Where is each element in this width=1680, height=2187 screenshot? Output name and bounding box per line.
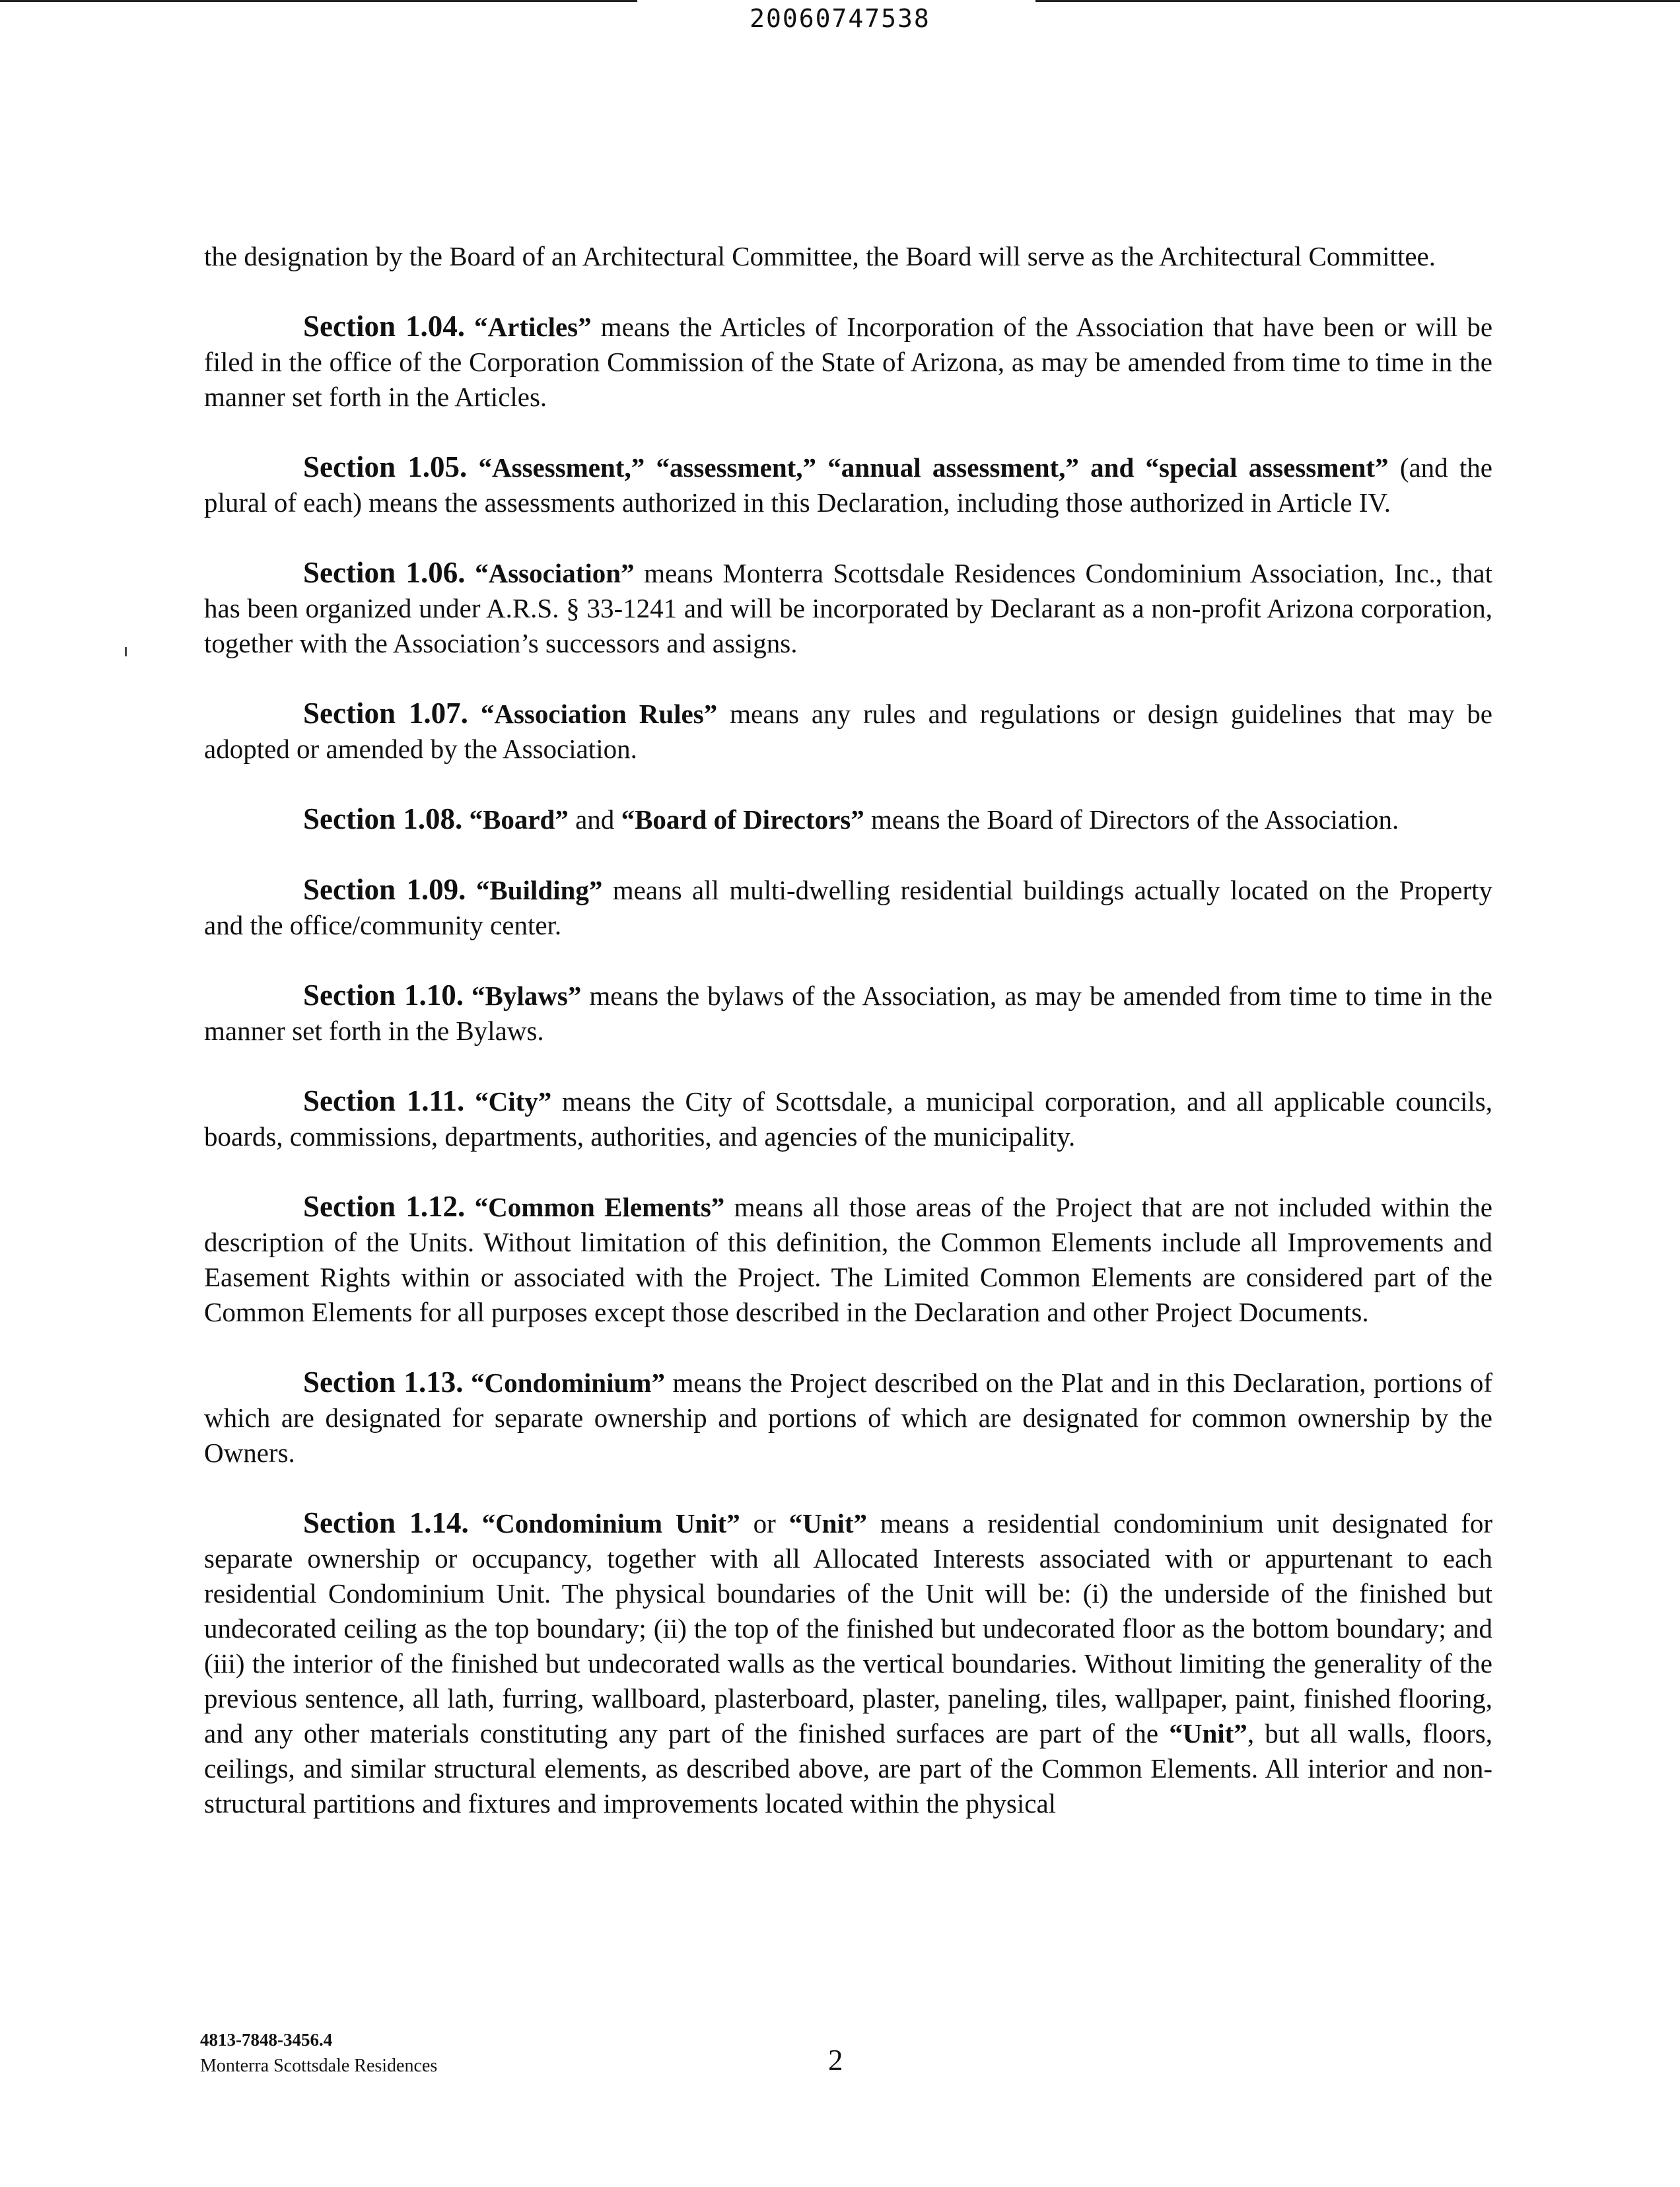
defined-term: “Association” [475, 558, 635, 588]
section-text: (and the plural of each) means the assessments authorized in this Declaration, including those authorized in Article IV. [204, 452, 1493, 518]
header-rule-left [0, 0, 637, 2]
scan-mark [125, 647, 127, 656]
header-rule-right [1035, 0, 1680, 2]
connector-word: or [753, 1508, 776, 1539]
defined-term: “Condominium” [471, 1368, 665, 1398]
defined-term: “Articles” [474, 312, 592, 342]
section-number: Section 1.05. [303, 450, 468, 483]
section-1-05 [204, 450, 1492, 520]
section-text: means the bylaws of the Association, as may be amended from time to time in the manner set forth in the Bylaws. [204, 981, 1492, 1046]
section-number: Section 1.14. [303, 1506, 469, 1539]
section-1-09 [204, 872, 1492, 943]
section-number: Section 1.12. [303, 1190, 466, 1223]
section-1-08 [204, 802, 1492, 837]
document-body [204, 239, 1492, 1856]
defined-term: “Board” [469, 804, 569, 835]
defined-term-2: “Unit” [788, 1508, 868, 1539]
section-text: means all multi-dwelling residential buildings actually located on the Property and the office/community center. [204, 875, 1493, 940]
section-text-2: , but all walls, floors, ceilings, and similar structural elements, as described above, are part of the Common Elements. All interior and non-structural partitions and fixtures and improvements located within the physical [204, 1718, 1492, 1819]
section-number: Section 1.04. [303, 310, 466, 343]
defined-term-3: “Unit” [1169, 1718, 1247, 1749]
section-number: Section 1.09. [303, 873, 466, 906]
section-1-12 [204, 1189, 1492, 1330]
defined-term-2: “Board of Directors” [621, 804, 864, 835]
defined-term: “City” [475, 1086, 552, 1117]
connector-word: and [575, 804, 615, 835]
intro-paragraph: the designation by the Board of an Architectural Committee, the Board will serve as the Architectural Committee. [204, 241, 1436, 271]
page-number: 2 [828, 2044, 843, 2077]
section-text: means the Project described on the Plat and in this Declaration, portions of which are designated for separate ownership and portions of which are designated for common ownership by the Owners. [204, 1368, 1493, 1468]
defined-term: “Assessment,” “assessment,” “annual assessment,” and “special assessment” [478, 452, 1389, 483]
section-1-11 [204, 1084, 1492, 1154]
footer-document-ref: 4813-7848-3456.4 [200, 2030, 333, 2050]
section-number: Section 1.13. [303, 1366, 464, 1399]
defined-term: “Condominium Unit” [481, 1508, 740, 1539]
section-number: Section 1.07. [303, 697, 468, 730]
section-text: means the Board of Directors of the Association. [870, 804, 1399, 835]
section-text: means Monterra Scottsdale Residences Condominium Association, Inc., that has been organized under A.R.S. § 33-1241 and will be incorporated by Declarant as a non-profit Arizona corporation, together with the Association’s successors and assigns. [204, 558, 1493, 658]
defined-term: “Building” [475, 875, 603, 905]
section-text: means the City of Scottsdale, a municipal corporation, and all applicable councils, boards, commissions, departments, authorities, and agencies of the municipality. [204, 1086, 1493, 1152]
section-1-04 [204, 309, 1492, 415]
section-text: means the Articles of Incorporation of the Association that have been or will be filed in the office of the Corporation Commission of the State of Arizona, as may be amended from time to time in the manner set forth in the Articles. [204, 312, 1493, 412]
section-1-13 [204, 1365, 1492, 1471]
section-text: means any rules and regulations or design guidelines that may be adopted or amended by the Association. [204, 699, 1492, 764]
section-1-14 [204, 1506, 1492, 1821]
section-number: Section 1.11. [303, 1084, 465, 1117]
section-1-10 [204, 978, 1492, 1049]
document-number: 20060747538 [750, 4, 930, 33]
footer-document-name: Monterra Scottsdale Residences [200, 2056, 438, 2076]
defined-term: “Bylaws” [472, 981, 582, 1011]
section-number: Section 1.08. [303, 802, 463, 835]
defined-term: “Association Rules” [480, 699, 718, 729]
defined-term: “Common Elements” [474, 1192, 725, 1222]
section-number: Section 1.06. [303, 556, 466, 589]
section-text: means a residential condominium unit designated for separate ownership or occupancy, together with all Allocated Interests associated with or appurtenant to each residential Condominium Unit. The physical boundaries of the Unit will be: (i) the underside of the finished but undecorated ceiling as the top boundary; (ii) the top of the finished but undecorated floor as the bottom boundary; and (iii) the interior of the finished but undecorated walls as the vertical boundaries. Without limiting the generality of the previous sentence, all lath, furring, wallboard, plasterboard, plaster, paneling, tiles, wallpaper, paint, finished flooring, and any other materials constituting any part of the finished surfaces are part of the [204, 1508, 1493, 1749]
section-1-06 [204, 555, 1492, 661]
section-text: means all those areas of the Project that are not included within the description of the Units. Without limitation of this definition, the Common Elements include all Improvements and Easement Rights within or associated with the Project. The Limited Common Elements are considered part of the Common Elements for all purposes except those described in the Declaration and other Project Documents. [204, 1192, 1492, 1327]
section-1-07 [204, 696, 1492, 767]
section-number: Section 1.10. [303, 979, 464, 1012]
